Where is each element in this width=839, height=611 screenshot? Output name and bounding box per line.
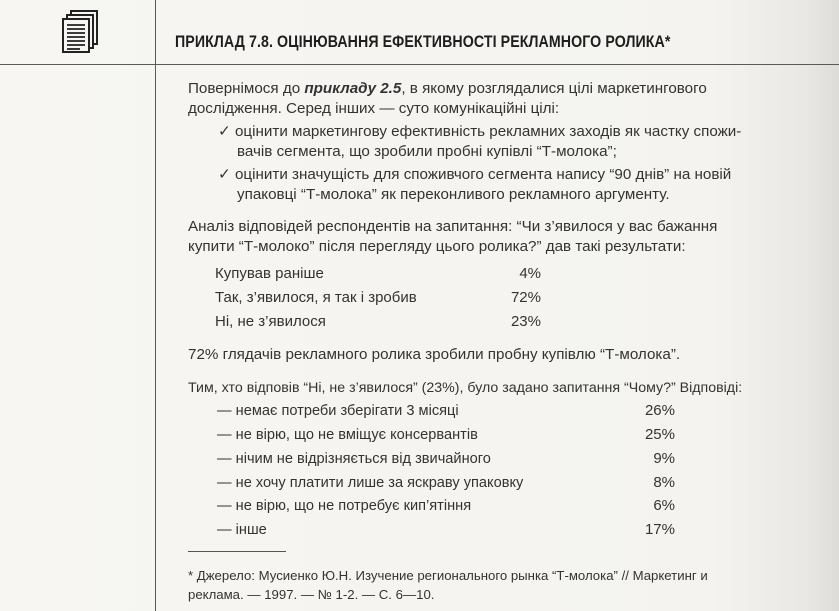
intro-line-1	[188, 79, 707, 99]
checkmark-icon: ✓	[218, 123, 231, 140]
result-label: Купував раніше	[215, 265, 324, 282]
reason-value: 26%	[644, 402, 675, 419]
analysis-line-2: купити “Т-молоко” після перегляду цього ролика?” дав такі результати:	[188, 238, 686, 255]
footnote-line-1: * Джерело: Мусиенко Ю.Н. Изучение регионального рынка “Т-молока” // Маркетинг и	[188, 568, 708, 583]
conclusion-text: 72% глядачів рекламного ролика зробили пробну купівлю “Т-молока”.	[188, 346, 681, 363]
result-label: Так, з’явилося, я так і зробив	[215, 289, 417, 306]
goal-item-2	[218, 165, 731, 185]
reason-label: — нічим не відрізняється від звичайного	[217, 451, 491, 467]
margin-vertical-rule	[155, 0, 156, 611]
result-value: 72%	[510, 289, 541, 306]
intro-prefix: Повернімося до	[188, 80, 305, 97]
result-value: 4%	[519, 265, 541, 282]
reason-value: 9%	[653, 450, 675, 467]
followup-text: Тим, хто відповів “Ні, не з’явилося” (23%), було задано запитання “Чому?” Відповіді:	[188, 380, 743, 396]
reason-label: — інше	[217, 522, 267, 538]
analysis-line-1: Аналіз відповідей респондентів на запитання: “Чи з’явилося у вас бажання	[188, 218, 718, 235]
reason-label: — немає потреби зберігати 3 місяці	[217, 403, 459, 419]
example-heading: ПРИКЛАД 7.8. ОЦІНЮВАННЯ ЕФЕКТИВНОСТІ РЕКЛАМНОГО РОЛИКА*	[175, 33, 671, 51]
checkmark-icon: ✓	[218, 166, 231, 183]
footnote-divider	[188, 551, 286, 552]
goal-1-line-1: оцінити маркетингову ефективність рекламних заходів як частку спожи-	[234, 123, 742, 140]
intro-line-2: дослідження. Серед інших — суто комунікаційні цілі:	[188, 100, 560, 117]
reason-label: — не вірю, що не потребує кип’ятіння	[217, 498, 472, 514]
intro-suffix: , в якому розглядалися цілі маркетингового	[401, 80, 707, 97]
footnote-line-2: реклама. — 1997. — № 1-2. — С. 6—10.	[188, 587, 435, 602]
reason-value: 8%	[653, 474, 675, 491]
goal-2-line-1: оцінити значущість для споживчого сегмента напису “90 днів” на новій	[234, 166, 732, 183]
reason-value: 17%	[644, 521, 675, 538]
result-value: 23%	[510, 313, 541, 330]
heading-horizontal-rule	[0, 64, 839, 65]
reason-label: — не хочу платити лише за яскраву упаковку	[217, 475, 524, 491]
reason-label: — не вірю, що не вміщує консервантів	[217, 427, 478, 443]
reason-value: 6%	[653, 497, 675, 514]
result-label: Ні, не з’явилося	[215, 313, 326, 330]
reason-value: 25%	[644, 426, 675, 443]
goal-item-1	[218, 122, 741, 142]
goal-1-line-2: вачів сегмента, що зробили пробні купівлі “Т-молока”;	[237, 143, 617, 160]
example-reference-link: прикладу 2.5	[304, 80, 402, 97]
goal-2-line-2: упаковці “Т-молока” як переконливого рекламного аргументу.	[237, 186, 670, 203]
document-stack-icon	[60, 10, 100, 54]
